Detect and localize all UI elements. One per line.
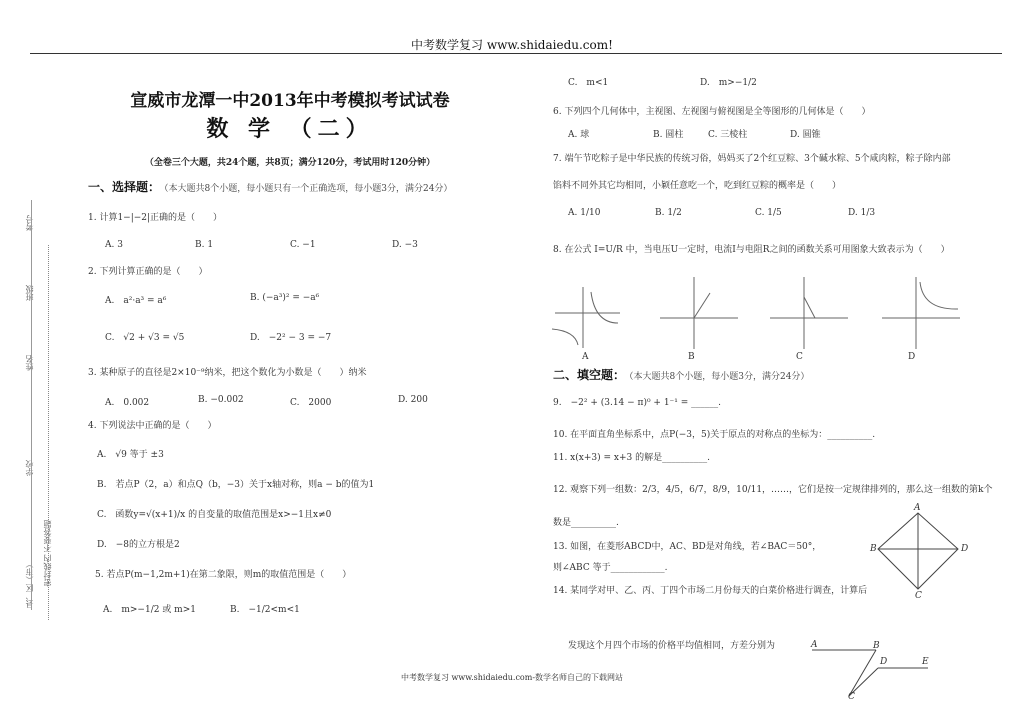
fig-label-d: D xyxy=(880,657,888,667)
margin-district: 县、区（市） xyxy=(25,560,34,608)
graph-label-d: D xyxy=(908,352,916,362)
q3-option: C. 2000 xyxy=(290,398,332,408)
q14: 14. 某同学对甲、乙、丙、丁四个市场二月份每天的白菜价格进行调查，计算后 xyxy=(553,586,868,596)
q2-option: C. √2 + √3 = √5 xyxy=(105,333,185,343)
rhombus-label-c: C xyxy=(915,591,922,601)
q4-option: A. √9 等于 ±3 xyxy=(97,450,164,460)
graph-label-a: A xyxy=(582,352,589,362)
q4-option: B. 若点P（2，a）和点Q（b，−3）关于x轴对称，则a − b的值为1 xyxy=(97,480,375,490)
header-divider xyxy=(30,53,1002,54)
q6-option: C. 三棱柱 xyxy=(708,130,748,140)
q4-option: C. 函数y=√(x+1)/x 的自变量的取值范围是x>−1且x≠0 xyxy=(97,510,332,520)
q2-option: A. a²·a³ = a⁶ xyxy=(105,296,167,306)
q5-option: A. m>−1/2 或 m>1 xyxy=(103,605,196,615)
margin-line xyxy=(31,200,32,610)
q1-option: D. −3 xyxy=(392,240,418,250)
q5-option: C. m<1 xyxy=(568,78,609,88)
graph-c xyxy=(770,277,848,349)
rhombus-figure xyxy=(870,505,970,600)
q9: 9. −2² + (3.14 − π)⁰ + 1⁻¹ = ______. xyxy=(553,398,722,408)
q2-option: D. −2² − 3 = −7 xyxy=(250,333,332,343)
margin-kaohao: 考号 xyxy=(25,215,34,231)
q2-option: B. (−a³)² = −a⁶ xyxy=(250,293,320,303)
q1-option: C. −1 xyxy=(290,240,316,250)
section-2-heading: 二、填空题： （本大题共8个小题，每小题3分，满分24分） xyxy=(553,368,810,382)
graph-label-b: B xyxy=(688,352,695,362)
q14-line-2: 发现这个月四个市场的价格平均值相同，方差分别为 xyxy=(568,641,776,651)
q6-stem: 6. 下列四个几何体中，主视图、左视图与俯视图是全等图形的几何体是（ ） xyxy=(553,107,871,117)
margin-xuexiao: 学校 xyxy=(25,460,34,476)
q5-stem: 5. 若点P(m−1,2m+1)在第二象限，则m的取值范围是（ ） xyxy=(95,570,352,580)
q11: 11. x(x+3) = x+3 的解是__________. xyxy=(553,453,710,463)
margin-seal-note: 密封线内 不要答题 xyxy=(43,520,52,587)
q7-stem-2: 馅料不同外其它均相同，小颖任意吃一个，吃到红豆粽的概率是（ ） xyxy=(553,181,842,191)
q7-stem: 7. 端午节吃粽子是中华民族的传统习俗，妈妈买了2个红豆粽、3个碱水粽、5个咸肉粽，粽子除内部 xyxy=(553,154,951,164)
fig-label-c: C xyxy=(848,692,855,702)
fig-label-e: E xyxy=(922,657,929,667)
q7-option: D. 1/3 xyxy=(848,208,876,218)
graph-label-c: C xyxy=(796,352,803,362)
q3-option: D. 200 xyxy=(398,395,428,405)
q6-option: A. 球 xyxy=(568,130,590,140)
rhombus-label-b: B xyxy=(870,544,877,554)
fig-label-a: A xyxy=(811,640,818,650)
q3-option: A. 0.002 xyxy=(105,398,150,408)
rhombus-label-a: A xyxy=(914,503,921,513)
seal-line xyxy=(48,245,49,620)
margin-xingming: 姓名 xyxy=(25,355,34,371)
exam-title: 宣威市龙潭一中2013年中考模拟考试试卷 xyxy=(130,91,450,111)
exam-subject: 数 学 （二） xyxy=(206,116,374,142)
q5-option: B. −1/2<m<1 xyxy=(230,605,300,615)
q8-stem: 8. 在公式 I=U/R 中，当电压U一定时，电流I与电阻R之间的函数关系可用图象大致表示为（ ） xyxy=(553,245,950,255)
q1-option: B. 1 xyxy=(195,240,214,250)
q4-option: D. −8的立方根是2 xyxy=(97,540,180,550)
q8-graphs xyxy=(540,265,980,355)
q12-line-2: 数是__________. xyxy=(553,518,619,528)
fig-label-b: B xyxy=(873,641,880,651)
page-footer: 中考数学复习 www.shidaiedu.com-数学名师自己的下载网站 xyxy=(400,673,624,682)
rhombus-label-d: D xyxy=(961,544,969,554)
q4-stem: 4. 下列说法中正确的是（ ） xyxy=(88,421,217,431)
q2-stem: 2. 下列计算正确的是（ ） xyxy=(88,267,208,277)
q6-option: B. 圆柱 xyxy=(653,130,684,140)
q7-option: A. 1/10 xyxy=(568,208,601,218)
graph-b xyxy=(660,277,738,349)
q1-stem: 1. 计算1−|−2|正确的是（ ） xyxy=(88,213,223,223)
q1-option: A. 3 xyxy=(105,240,123,250)
page-header: 中考数学复习 www.shidaiedu.com! xyxy=(411,38,613,52)
exam-note: （全卷三个大题，共24个题，共8页；满分120分，考试用时120分钟） xyxy=(144,158,436,168)
q13: 13. 如图，在菱形ABCD中，AC、BD是对角线，若∠BAC＝50°， xyxy=(553,542,822,552)
q5-option: D. m>−1/2 xyxy=(700,78,757,88)
q3-stem: 3. 某种原子的直径是2×10⁻⁹纳米，把这个数化为小数是（ ）纳米 xyxy=(88,368,367,378)
q7-option: C. 1/5 xyxy=(755,208,782,218)
q13-line-2: 则∠ABC 等于____________. xyxy=(553,563,668,573)
q10: 10. 在平面直角坐标系中，点P(−3，5)关于原点的对称点的坐标为：__________. xyxy=(553,430,876,440)
q6-option: D. 圆锥 xyxy=(790,130,821,140)
q12: 12. 观察下列一组数：2/3，4/5，6/7，8/9，10/11，……，它们是按一定规律排列的，那么这一组数的第k个 xyxy=(553,485,993,495)
q7-option: B. 1/2 xyxy=(655,208,682,218)
graph-a xyxy=(552,287,620,348)
margin-banji: 班级 xyxy=(25,285,34,301)
q3-option: B. −0.002 xyxy=(198,395,244,405)
graph-d xyxy=(882,277,960,349)
section-1-heading: 一、选择题： （本大题共8个小题，每小题只有一个正确选项，每小题3分，满分24分） xyxy=(88,180,453,194)
